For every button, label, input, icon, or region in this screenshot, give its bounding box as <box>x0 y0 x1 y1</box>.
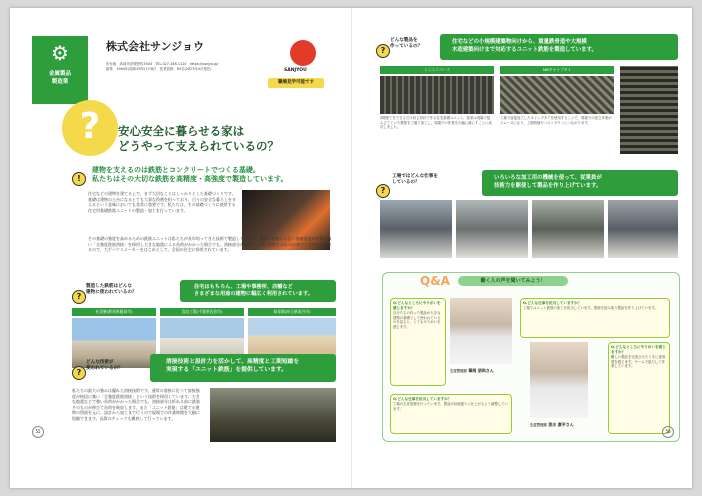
section3-q-line2: 使われているの？ <box>86 365 123 371</box>
qa-bubble-1 <box>390 298 446 386</box>
page-number-right: 56 <box>662 426 674 438</box>
right-q2-line1: 工場ではどんな仕事を <box>392 174 438 179</box>
company-logo-text: SANJYOU <box>284 68 307 73</box>
factory-work-photo-4 <box>608 200 678 258</box>
spine-divider <box>351 8 352 488</box>
qa-answer-3: 工場の生産管理を行っています。製品が計画通りに仕上がるよう調整しています。 <box>393 402 509 411</box>
person2-name <box>530 422 574 428</box>
question-icon: ? <box>376 178 390 198</box>
qa-question-3: Q.どんな仕事を担当していますか？ <box>393 397 452 401</box>
company-logo-icon <box>290 40 316 66</box>
mb-captie-desc: 工場で溶接加工したキャップタイを使用することで、現場での組立作業がスムーズになり、工期短縮やコストダウンにつながります。 <box>500 116 612 125</box>
qa-bubble-4 <box>608 342 670 434</box>
section2-answer-line2: さまざまな用途の建物に幅広く利用されています。 <box>194 291 313 297</box>
company-founded: 創業 1964年(昭和39年)7月6日 従業員数：63名(2023年4月現在) <box>106 66 212 71</box>
section2-question <box>86 284 137 296</box>
bulb-icon: ! <box>72 166 86 186</box>
qa-question-1: Q.どんなところにやりがいを感じますか？ <box>393 301 441 310</box>
section1-title-line1: 建物を支えるのは鉄筋とコンクリートでつくる基礎。 <box>92 166 260 174</box>
right-q1-answer <box>440 34 678 60</box>
section2-q-line1: 製造した鉄筋はどんな <box>86 284 132 289</box>
rebar-stack-photo <box>620 66 678 154</box>
right-q1-line1: どんな製品を <box>390 38 418 43</box>
product-tag-mini-unibase: ミニユニベース <box>380 66 494 74</box>
company-address: 所在地 高崎市倉賀野町3304 TEL.027-346-1120 https://sanjyo.jp/ <box>106 62 219 66</box>
employee-photo-1 <box>450 298 512 364</box>
section1-title <box>92 166 287 184</box>
qa-answer-2: 工場でユニット鉄筋の加工を担当しています。図面を読み取り製品を作り上げています。 <box>523 306 658 310</box>
photo-label-dormitory: 社員寮(群馬県藤岡市) <box>72 308 156 316</box>
section1-body2: その基礎の強度を高めるための鉄筋ユニットは私たちが長年培ってきた技術で製造しています。通常の溶接にはない溶接強度が特徴に強い「全強度鉄筋溶接」を採用し大きな地震による負荷がかかった場合でも、溶接部分が破断する前に鉄筋そのものが伸びて負荷を吸収するので、大手ハウスメーカーをはじめとして、全国の住宅に採用されています。 <box>88 236 332 253</box>
section2-answer <box>180 280 336 302</box>
main-heading <box>118 124 279 154</box>
right-q2-answer-line2: 技術力を駆使して製品を作り上げています。 <box>494 182 602 189</box>
photo-label-nursery: 保育園(埼玉県深谷市) <box>248 308 336 316</box>
company-name: 株式会社サンジョウ <box>106 40 204 53</box>
factory-work-photo-2 <box>456 200 528 258</box>
product-tag-mb-captie: MBキャップタイ <box>500 66 614 74</box>
page-number-left: 55 <box>32 426 44 438</box>
section3-answer <box>150 354 336 382</box>
section3-body: 私たちの最大の強みは優れた溶接技術です。通常の溶接に比べて溶接強度が格段に強い「全強度鉄筋溶接」という技術を採用しています。大きな地震などで強い負荷がかかった場合でも、溶接部分は折れる前に鉄筋そのものが伸びて負荷を吸収します。また「ユニット鉄筋」は建てる建物の図面を元に、設計から加工まで行うので現場での作業時間を大幅に短縮できます。品質のチェックも徹底して行っています。 <box>72 388 200 421</box>
section1-body1: 住宅などの建物を建てる上で、まず大切なことはしっかりとした基礎づくりです。基礎は建物の土台になるとても大事な役割を担っており、日々の安全な暮らしを支えるという意味においても非常に重要です。私たちは、その基礎づくりに使用する住宅用基礎鉄筋ユニットの製造・加工を行っています。 <box>88 191 236 213</box>
tools-icon: ⚙ <box>51 41 69 65</box>
mb-captie-photo <box>500 76 614 114</box>
qa-bubble-3 <box>390 394 512 434</box>
qa-answer-1: 自分たちの作った製品が大きな建物の基礎として使われているのを見ると、とてもやりがいを感じます。 <box>393 311 441 329</box>
big-question-icon: ? <box>62 100 118 156</box>
qa-logo: Q&A <box>420 274 450 288</box>
right-q2-line2: しているの？ <box>392 179 420 185</box>
section3-q-line1: どんな技術が <box>86 360 114 365</box>
section3-answer-line1: 溶接技術と設計力を活かして、高精度と工期短縮を <box>166 359 300 365</box>
right-q1-answer-line2: 木造建築向けまで対応するユニット鉄筋を製造しています。 <box>452 46 597 53</box>
category-label-1: 金属製品 <box>48 71 71 77</box>
right-q1-answer-line1: 住宅などの小規模建築物向けから、重量鉄骨造や大規模 <box>452 39 587 45</box>
section2-answer-line1: 住宅はもちろん、工場や事務所、店舗など <box>194 284 293 290</box>
main-heading-line1: 安心安全に暮らせる家は <box>118 124 245 138</box>
person1-role: 生産管理部 <box>450 369 467 373</box>
right-q2-answer-line1: いろいろな加工用の機械を使って、従業員が <box>494 175 602 181</box>
right-q1-line2: 作っているの？ <box>390 43 423 49</box>
factory-work-photo-1 <box>380 200 452 258</box>
tour-badge: 職場見学可能です <box>268 78 324 88</box>
section3-question <box>86 360 123 372</box>
company-info <box>106 62 276 71</box>
mini-unibase-desc: 3間建てをできるだけ同じ形状で作る住宅基礎ユニット。従来は現場で組み立てていた鉄筋を工場で加工し、現場での作業を大幅に減らすことに成功しました。 <box>380 116 492 130</box>
qa-question-4: Q.どんなところにやりがいを感じますか？ <box>611 345 666 354</box>
person2-role: 生産管理部 <box>530 423 547 427</box>
right-q2-answer <box>482 170 678 196</box>
photo-label-factory: 食品工場(千葉県佐倉市) <box>160 308 244 316</box>
qa-question-2: Q.どんな仕事を担当していますか？ <box>523 301 582 305</box>
section1-title-line2: 私たちはその大切な鉄筋を高精度・高強度で製造しています。 <box>92 175 288 183</box>
question-icon: ? <box>376 38 390 58</box>
rebar-cage-photo <box>210 388 336 442</box>
question-icon: ? <box>72 284 86 304</box>
qa-bubble-2 <box>520 298 670 338</box>
mini-unibase-photo <box>380 76 494 114</box>
main-heading-line2: どうやって支えられているの？ <box>118 139 279 153</box>
section2-q-line2: 建物に使われているの？ <box>86 289 137 295</box>
factory-work-photo-3 <box>532 200 604 258</box>
brochure-spread <box>10 8 692 488</box>
section3-answer-line2: 実現する「ユニット鉄筋」を提供しています。 <box>166 366 288 373</box>
category-box <box>32 36 88 104</box>
employee-photo-2 <box>530 342 588 418</box>
person1-name-text: 篠岡 朋尚さん <box>468 368 494 373</box>
question-icon: ? <box>72 360 86 380</box>
qa-answer-4: 難しい製品を完成させたときに達成感を感じます。チームで協力して作業しています。 <box>611 355 666 369</box>
person1-name <box>450 368 494 374</box>
person2-name-text: 流水 康平さん <box>548 422 574 427</box>
category-label-2: 製造業 <box>51 79 69 85</box>
qa-title: 働く人の声を聞いてみよう！ <box>458 276 568 286</box>
right-q2-question <box>392 174 438 186</box>
right-q1-question <box>390 38 422 50</box>
